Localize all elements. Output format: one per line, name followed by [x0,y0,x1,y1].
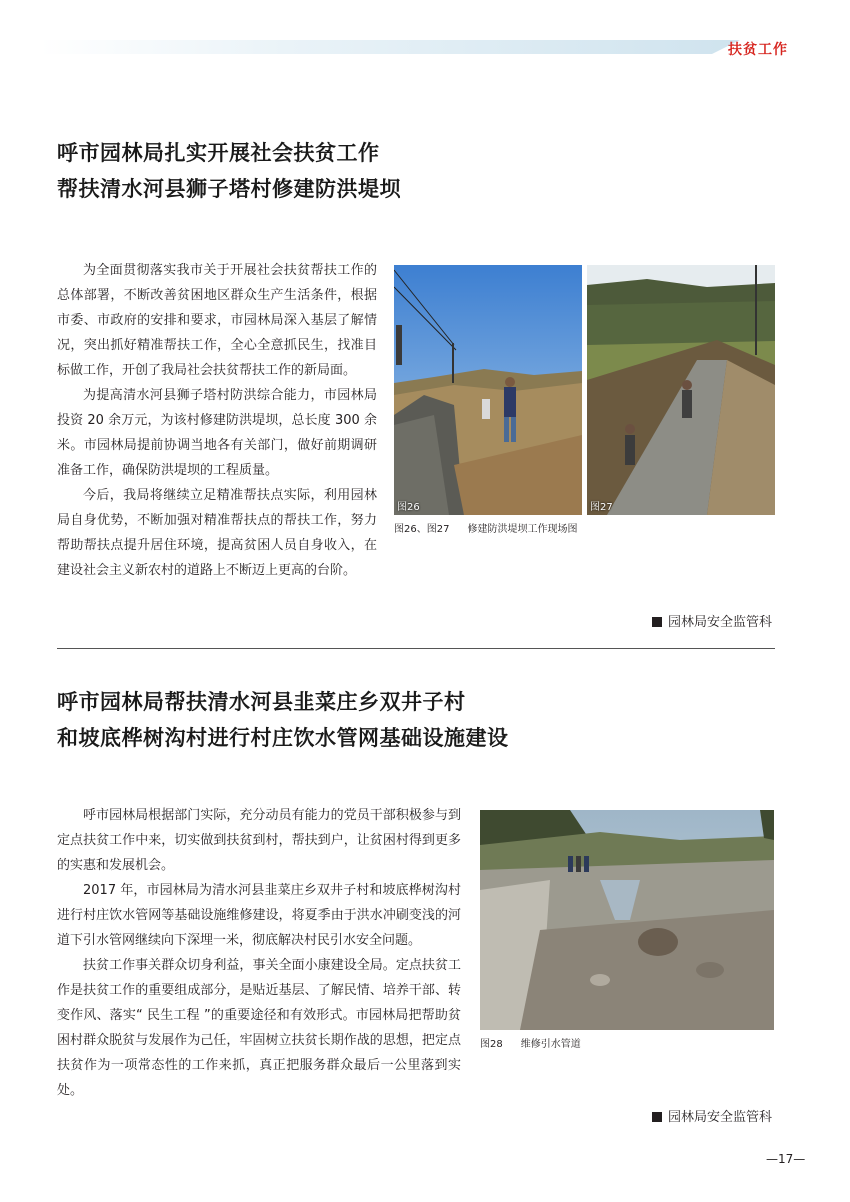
article2-paragraph-2: 2017 年，市园林局为清水河县韭菜庄乡双井子村和坡底桦树沟村进行村庄饮水管网等基础设施维修建设，将夏季由于洪水冲刷变浅的河道下引水管网继续向下深埋一米，彻底解决村民引水安全问题。 [57,883,461,948]
header-band [40,40,740,54]
article1-title [57,135,401,207]
article2-caption-fig: 图28 [480,1039,503,1050]
article1-paragraph-3: 今后，我局将继续立足精准帮扶点实际，利用园林局自身优势，不断加强对精准帮扶点的帮扶工作，努力帮助帮扶点提升居住环境，提高贫困人员自身收入，在建设社会主义新农村的道路上不断迈上更高的台阶。 [57,488,377,578]
article2-paragraph-3: 扶贫工作事关群众切身利益，事关全面小康建设全局。定点扶贫工作是扶贫工作的重要组成部分，是贴近基层、了解民情、培养干部、转变作风、落实“ 民生工程 ”的重要途径和有效形式。市园林局把帮助贫困村群众脱贫与发展作为己任，牢固树立扶贫长期作战的思想，把定点扶贫作为一项常态性的工作来抓，真正把服务群众最后一公里落到实处。 [57,958,461,1098]
byline-square-icon [652,617,662,627]
article2-title-line-1: 呼市园林局帮扶清水河县韭菜庄乡双井子村 [57,690,466,714]
article1-byline-text: 园林局安全监管科 [668,615,773,630]
article2-caption-text: 维修引水管道 [520,1039,581,1050]
article2-paragraph-1: 呼市园林局根据部门实际，充分动员有能力的党员干部积极参与到定点扶贫工作中来，切实做到扶贫到村，帮扶到户，让贫困村得到更多的实惠和发展机会。 [57,808,461,873]
photo-fig28 [480,810,774,1030]
article1-title-line-2: 帮扶清水河县狮子塔村修建防洪堤坝 [57,177,401,201]
photo-fig26-label: 图26 [397,502,420,513]
page-number: —17— [766,1152,806,1166]
article2-body [57,803,461,1103]
photo-fig27-label: 图27 [590,502,613,513]
article1-byline [652,611,772,630]
article2-title [57,684,509,756]
article1-caption [394,520,577,535]
article2-title-line-2: 和坡底桦树沟村进行村庄饮水管网基础设施建设 [57,726,509,750]
article2-byline-text: 园林局安全监管科 [668,1110,773,1125]
article2-byline [652,1106,772,1125]
article-divider [57,648,775,649]
photo-fig26 [394,265,582,515]
article1-paragraph-1: 为全面贯彻落实我市关于开展社会扶贫帮扶工作的总体部署，不断改善贫困地区群众生产生活条件，根据市委、市政府的安排和要求，市园林局深入基层了解情况，突出抓好精准帮扶工作，全心全意抓民生，找准目标做工作，开创了我局社会扶贫帮扶工作的新局面。 [57,263,377,378]
section-label: 扶贫工作 [728,42,788,58]
article1-body [57,258,377,583]
article1-caption-figs: 图26、图27 [394,524,450,535]
article1-title-line-1: 呼市园林局扎实开展社会扶贫工作 [57,141,380,165]
article1-caption-text: 修建防洪堤坝工作现场图 [467,524,578,535]
article1-paragraph-2: 为提高清水河县狮子塔村防洪综合能力，市园林局投资 20 余万元，为该村修建防洪堤坝，总长度 300 余米。市园林局提前协调当地各有关部门，做好前期调研准备工作，确保防洪堤坝的工程质量。 [57,388,377,478]
photo-fig27 [587,265,775,515]
byline-square-icon [652,1112,662,1122]
article2-caption [480,1035,581,1050]
